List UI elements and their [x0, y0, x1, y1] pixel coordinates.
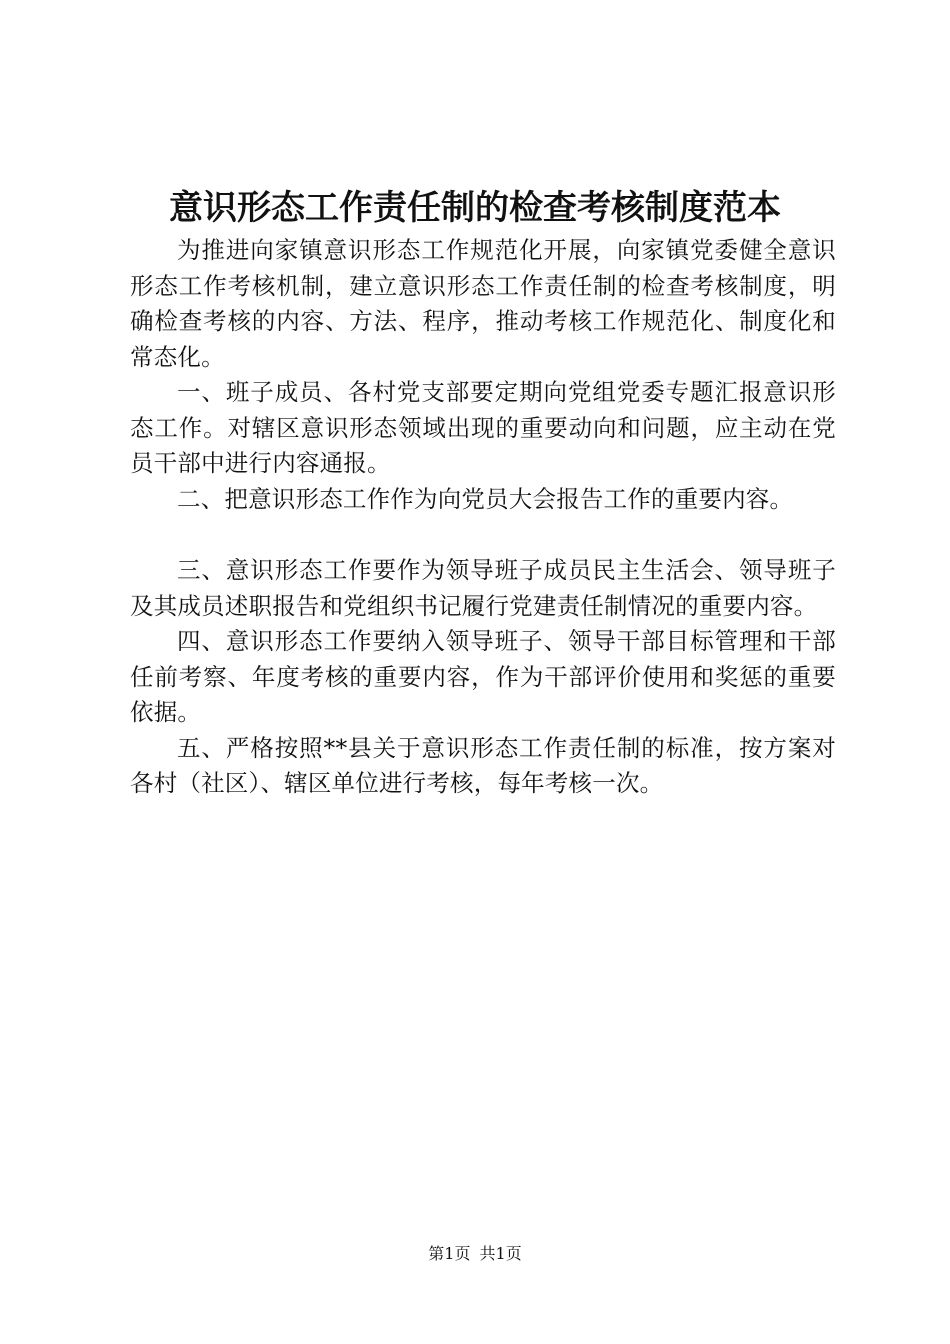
document-title: 意识形态工作责任制的检查考核制度范本: [169, 188, 781, 228]
item-five-paragraph: 五、严格按照**县关于意识形态工作责任制的标准，按方案对各村（社区）、辖区单位进行考核，每年考核一次。: [130, 733, 836, 797]
intro-paragraph: 为推进向家镇意识形态工作规范化开展，向家镇党委健全意识形态工作考核机制，建立意识形态工作责任制的检查考核制度，明确检查考核的内容、方法、程序，推动考核工作规范化、制度化和常态化。: [130, 236, 836, 371]
item-four-paragraph: 四、意识形态工作要纳入领导班子、领导干部目标管理和干部任前考察、年度考核的重要内容，作为干部评价使用和奖惩的重要依据。: [130, 627, 836, 726]
page-number: 第1页: [428, 1244, 471, 1263]
item-one-paragraph: 一、班子成员、各村党支部要定期向党组党委专题汇报意识形态工作。对辖区意识形态领域出现的重要动向和问题，应主动在党员干部中进行内容通报。: [130, 378, 836, 477]
document-body: [130, 233, 836, 802]
item-two-paragraph: 二、把意识形态工作作为向党员大会报告工作的重要内容。: [177, 484, 794, 513]
page-total: 共1页: [479, 1244, 522, 1263]
page-footer: [0, 1244, 950, 1264]
item-three-paragraph: 三、意识形态工作要作为领导班子成员民主生活会、领导班子及其成员述职报告和党组织书记履行党建责任制情况的重要内容。: [130, 556, 836, 620]
